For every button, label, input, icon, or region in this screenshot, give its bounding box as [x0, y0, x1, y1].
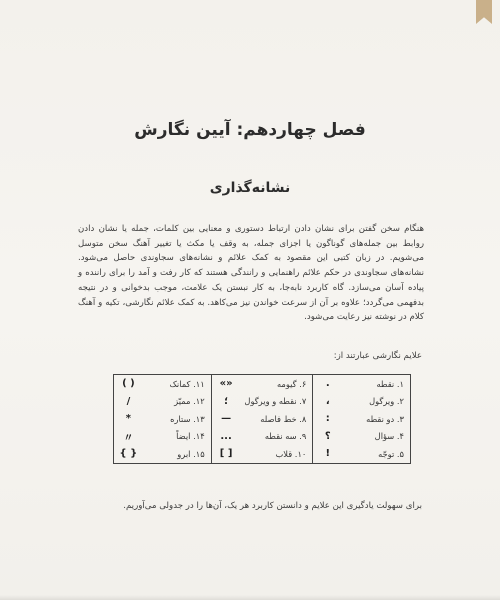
sign-name: ۱۰. قلاب — [275, 448, 307, 459]
bookmark-ribbon — [476, 0, 492, 24]
signs-table-row — [114, 410, 411, 428]
sign-name: ۷. نقطه و ویرگول — [244, 396, 307, 407]
closing-text: برای سهولت یادگیری این علایم و دانستن کاربرد هر یک، آن‌ها را در جدولی می‌آوریم. — [123, 501, 422, 511]
page-bottom-shadow — [0, 595, 500, 600]
sign-name: ۱. نقطه — [376, 378, 404, 389]
punctuation-signs-table — [113, 374, 411, 464]
sign-symbol: ( ) — [122, 378, 135, 390]
sign-symbol: { } — [119, 448, 138, 460]
sign-name: ۸. خط فاصله — [260, 413, 307, 424]
sign-name: ۱۲. ممیّز — [174, 396, 205, 407]
signs-list-caption: علایم نگارشی عبارتند از: — [333, 351, 422, 361]
sign-symbol: ؛ — [211, 393, 240, 411]
section-title: نشانه‌گذاری — [209, 180, 291, 196]
chapter-title: فصل چهاردهم: آیین نگارش — [134, 120, 366, 140]
signs-table-row — [114, 445, 411, 463]
intro-paragraph-text: هنگام سخن گفتن برای نشان دادن ارتباط دستوری و معنایی بین کلمات، جمله یا نشان دادن روابط بین جمله‌های گوناگون یا اجزای جمله، به وقف یا مکث یا تغییر آهنگ سخن متوسل می‌شویم. در زبان کتبی این مقصود به کمک علائم و نشانه‌های سجاوندی حاصل می‌شود. نشانه‌های سجاوندی در حکم علائم راهنمایی و رانندگی هستند که کار رفت و آمد را برای راننده و پیاده آسان می‌سازد. گاه کاربرد نابه‌جا، به کار نبستن یک علامت، موجب بدخوانی و در نتیجه بدفهمی می‌گردد؛ علاوه بر آن از سرعت خواندن نیز می‌کاهد. به کمک علائم نگارشی، تکیه و آهنگ کلام در نوشته نیز رعایت می‌شود. — [78, 224, 424, 323]
sign-name: ۱۵. ابرو — [177, 448, 205, 459]
sign-symbol: ... — [211, 428, 240, 446]
sign-symbol: 〃 — [123, 432, 134, 444]
intro-paragraph — [78, 222, 424, 325]
sign-symbol: ؟ — [313, 428, 342, 446]
sign-name: ۹. سه نقطه — [264, 431, 307, 442]
sign-symbol: «» — [211, 375, 240, 393]
sign-symbol: ، — [313, 393, 342, 411]
sign-name: ۱۱. کمانک — [169, 378, 205, 389]
signs-table-row — [114, 393, 411, 411]
sign-symbol: : — [313, 410, 342, 428]
sign-name: ۲. ویرگول — [369, 396, 404, 407]
sign-name: ۵. توجّه — [378, 448, 404, 459]
signs-table-row — [114, 375, 411, 393]
sign-name: ۶. گیومه — [276, 378, 307, 389]
sign-symbol: — — [211, 410, 240, 428]
sign-symbol: [ ] — [211, 445, 240, 463]
signs-table-row — [114, 428, 411, 446]
sign-symbol: * — [125, 413, 132, 425]
sign-symbol: ! — [313, 445, 342, 463]
sign-symbol: / — [126, 395, 131, 407]
sign-name: ۱۴. ایضاً — [176, 431, 205, 442]
sign-symbol: . — [313, 375, 342, 393]
sign-name: ۳. دو نقطه — [366, 413, 404, 424]
sign-name: ۴. سؤال — [374, 431, 404, 442]
sign-name: ۱۳. ستاره — [170, 413, 205, 424]
